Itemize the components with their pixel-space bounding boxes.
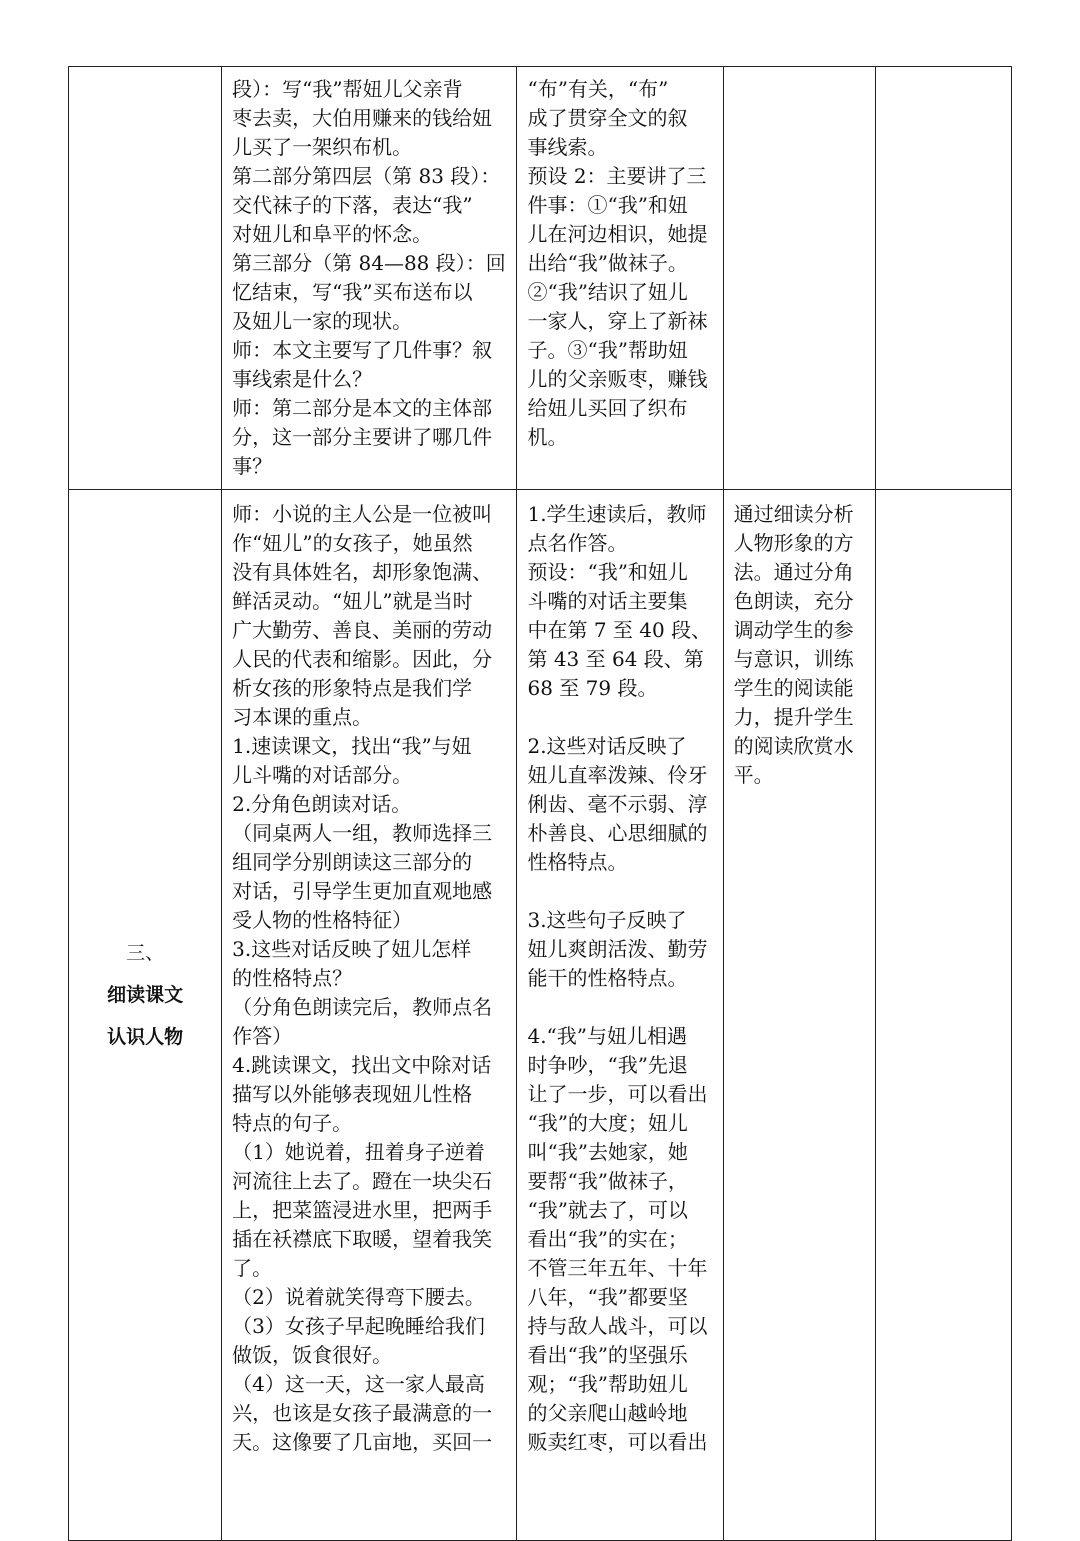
text-line: 插在袄襟底下取暖，望着我笑	[232, 1227, 493, 1251]
stage-number: 三、	[126, 942, 165, 964]
text-line: 对妞儿和阜平的怀念。	[232, 222, 433, 246]
text-line: 事？	[232, 454, 273, 478]
design-intent-cell	[723, 67, 875, 490]
text-line: 2.分角色朗读对话。	[232, 792, 412, 816]
student-activity-text	[517, 67, 722, 460]
notes-text	[876, 67, 1011, 83]
text-line: 事线索是什么？	[232, 367, 373, 391]
text-line: 让了一步，可以看出	[527, 1082, 708, 1106]
text-line: 第三部分（第 84—88 段）：回	[232, 251, 506, 275]
teacher-activity-cell	[222, 67, 517, 490]
text-line: 作“妞儿”的女孩子，她虽然	[232, 531, 473, 555]
text-line: 析女孩的形象特点是我们学	[232, 676, 473, 700]
text-line: 时争吵，“我”先退	[527, 1053, 688, 1077]
text-line: 出给“我”做袜子。	[527, 251, 688, 275]
text-line: 师：本文主要写了几件事？叙	[232, 338, 493, 362]
text-line: 事线索。	[527, 135, 608, 159]
text-line: 没有具体姓名，却形象饱满、	[232, 560, 493, 584]
text-line: 4.跳读课文，找出文中除对话	[232, 1053, 492, 1077]
text-line: 上，把菜篮浸进水里，把两手	[232, 1198, 493, 1222]
text-line: 做饭，饭食很好。	[232, 1343, 393, 1367]
text-line: 对话，引导学生更加直观地感	[232, 879, 493, 903]
text-line: 及妞儿一家的现状。	[232, 309, 413, 333]
text-line: 特点的句子。	[232, 1111, 353, 1135]
text-line: 交代袜子的下落，表达“我”	[232, 193, 473, 217]
text-line: 看出“我”的实在；	[527, 1227, 688, 1251]
text-line: 2.这些对话反映了	[527, 734, 687, 758]
text-line: 法。通过分角	[733, 560, 854, 584]
text-line: 描写以外能够表现妞儿性格	[232, 1082, 473, 1106]
text-line: 性格特点。	[527, 850, 628, 874]
text-line: 斗嘴的对话主要集	[527, 589, 688, 613]
text-line: （1）她说着，扭着身子逆着	[232, 1140, 485, 1164]
text-line: 叫“我”去她家，她	[527, 1140, 688, 1164]
text-line: 子。③“我”帮助妞	[527, 338, 688, 362]
text-line: 观；“我”帮助妞儿	[527, 1372, 688, 1396]
teacher-activity-text	[222, 490, 516, 1465]
text-line: （3）女孩子早起晚睡给我们	[232, 1314, 485, 1338]
text-line: 儿在河边相识，她提	[527, 222, 708, 246]
text-line: 贩卖红枣，可以看出	[527, 1430, 708, 1454]
text-line: 预设：“我”和妞儿	[527, 560, 688, 584]
text-line: 色朗读，充分	[733, 589, 854, 613]
text-line: 习本课的重点。	[232, 705, 373, 729]
text-line: 妞儿直率泼辣、伶牙	[527, 763, 708, 787]
text-line: （2）说着就笑得弯下腰去。	[232, 1285, 485, 1309]
stage-cell	[69, 67, 222, 490]
text-line: “布”有关，“布”	[527, 77, 669, 101]
text-line: 天。这像要了几亩地，买回一	[232, 1430, 493, 1454]
text-line: 力，提升学生	[733, 705, 854, 729]
text-line: 师：小说的主人公是一位被叫	[232, 502, 493, 526]
text-line: 儿的父亲贩枣，赚钱	[527, 367, 708, 391]
text-line: 件事：①“我”和妞	[527, 193, 688, 217]
text-line: 儿斗嘴的对话部分。	[232, 763, 413, 787]
text-line: 点名作答。	[527, 531, 628, 555]
text-line: 师：第二部分是本文的主体部	[232, 396, 493, 420]
text-line: 段）：写“我”帮妞儿父亲背	[232, 77, 463, 101]
text-line: 广大勤劳、善良、美丽的劳动	[232, 618, 493, 642]
text-line: 预设 2：主要讲了三	[527, 164, 707, 188]
text-line: 与意识，训练	[733, 647, 854, 671]
text-line: 了。	[232, 1256, 273, 1280]
text-line: 一家人，穿上了新袜	[527, 309, 708, 333]
text-line: “我”的大度；妞儿	[527, 1111, 688, 1135]
text-line: 1.学生速读后，教师	[527, 502, 707, 526]
stage-cell	[69, 490, 222, 1541]
design-intent-text	[724, 67, 875, 83]
text-line: 受人物的性格特征）	[232, 908, 413, 932]
text-line: 妞儿爽朗活泼、勤劳	[527, 937, 708, 961]
text-line: 4.“我”与妞儿相遇	[527, 1024, 687, 1048]
text-line: 68 至 79 段。	[527, 676, 658, 700]
text-line: 能干的性格特点。	[527, 966, 688, 990]
text-line: 平。	[733, 763, 774, 787]
text-line: 儿买了一架织布机。	[232, 135, 413, 159]
text-line: 的父亲爬山越岭地	[527, 1401, 688, 1425]
text-line: 俐齿、毫不示弱、淳	[527, 792, 708, 816]
text-line: 人物形象的方	[733, 531, 854, 555]
paragraph-gap	[527, 703, 713, 732]
text-line: 第 43 至 64 段、第	[527, 647, 704, 671]
text-line: 给妞儿买回了织布	[527, 396, 688, 420]
table-row	[69, 490, 1012, 1541]
text-line: （分角色朗读完后，教师点名	[232, 995, 493, 1019]
text-line: 河流往上去了。蹬在一块尖石	[232, 1169, 493, 1193]
text-line: 要帮“我”做袜子，	[527, 1169, 688, 1193]
text-line: 组同学分别朗读这三部分的	[232, 850, 473, 874]
notes-cell	[875, 67, 1011, 490]
text-line: 调动学生的参	[733, 618, 854, 642]
notes-text	[876, 490, 1011, 508]
paragraph-gap	[527, 877, 713, 906]
text-line: 成了贯穿全文的叙	[527, 106, 688, 130]
text-line: 八年，“我”都要坚	[527, 1285, 688, 1309]
text-line: 不管三年五年、十年	[527, 1256, 708, 1280]
text-line: 1.速读课文，找出“我”与妞	[232, 734, 472, 758]
text-line: 持与敌人战斗，可以	[527, 1314, 708, 1338]
text-line: 人民的代表和缩影。因此，分	[232, 647, 493, 671]
text-line: 的阅读欣赏水	[733, 734, 854, 758]
design-intent-cell	[723, 490, 875, 1541]
stage-title-line1: 细读课文	[107, 984, 184, 1006]
design-intent-text	[724, 490, 875, 798]
text-line: 忆结束，写“我”买布送布以	[232, 280, 473, 304]
text-line: 朴善良、心思细腻的	[527, 821, 708, 845]
text-line: 3.这些句子反映了	[527, 908, 687, 932]
student-activity-cell	[517, 67, 723, 490]
text-line: 中在第 7 至 40 段、	[527, 618, 712, 642]
text-line: ②“我”结识了妞儿	[527, 280, 688, 304]
text-line: 鲜活灵动。“妞儿”就是当时	[232, 589, 473, 613]
teacher-activity-text	[222, 67, 516, 489]
paragraph-gap	[527, 993, 713, 1022]
table-row	[69, 67, 1012, 490]
text-line: 学生的阅读能	[733, 676, 854, 700]
text-line: 看出“我”的坚强乐	[527, 1343, 688, 1367]
text-line: 的性格特点？	[232, 966, 353, 990]
stage-title-line2: 认识人物	[107, 1026, 184, 1048]
text-line: 第二部分第四层（第 83 段）：	[232, 164, 501, 188]
text-line: （同桌两人一组，教师选择三	[232, 821, 493, 845]
text-line: 枣去卖，大伯用赚来的钱给妞	[232, 106, 493, 130]
text-line: 兴，也该是女孩子最满意的一	[232, 1401, 493, 1425]
text-line: 通过细读分析	[733, 502, 854, 526]
text-line: 分，这一部分主要讲了哪几件	[232, 425, 493, 449]
student-activity-text	[517, 490, 722, 1465]
text-line: 3.这些对话反映了妞儿怎样	[232, 937, 472, 961]
text-line: “我”就去了，可以	[527, 1198, 688, 1222]
stage-label	[69, 932, 221, 1098]
student-activity-cell	[517, 490, 723, 1541]
text-line: 机。	[527, 425, 568, 449]
text-line: （4）这一天，这一家人最高	[232, 1372, 485, 1396]
lesson-plan-table	[68, 66, 1012, 1541]
teacher-activity-cell	[222, 490, 517, 1541]
notes-cell	[875, 490, 1011, 1541]
text-line: 作答）	[232, 1024, 293, 1048]
